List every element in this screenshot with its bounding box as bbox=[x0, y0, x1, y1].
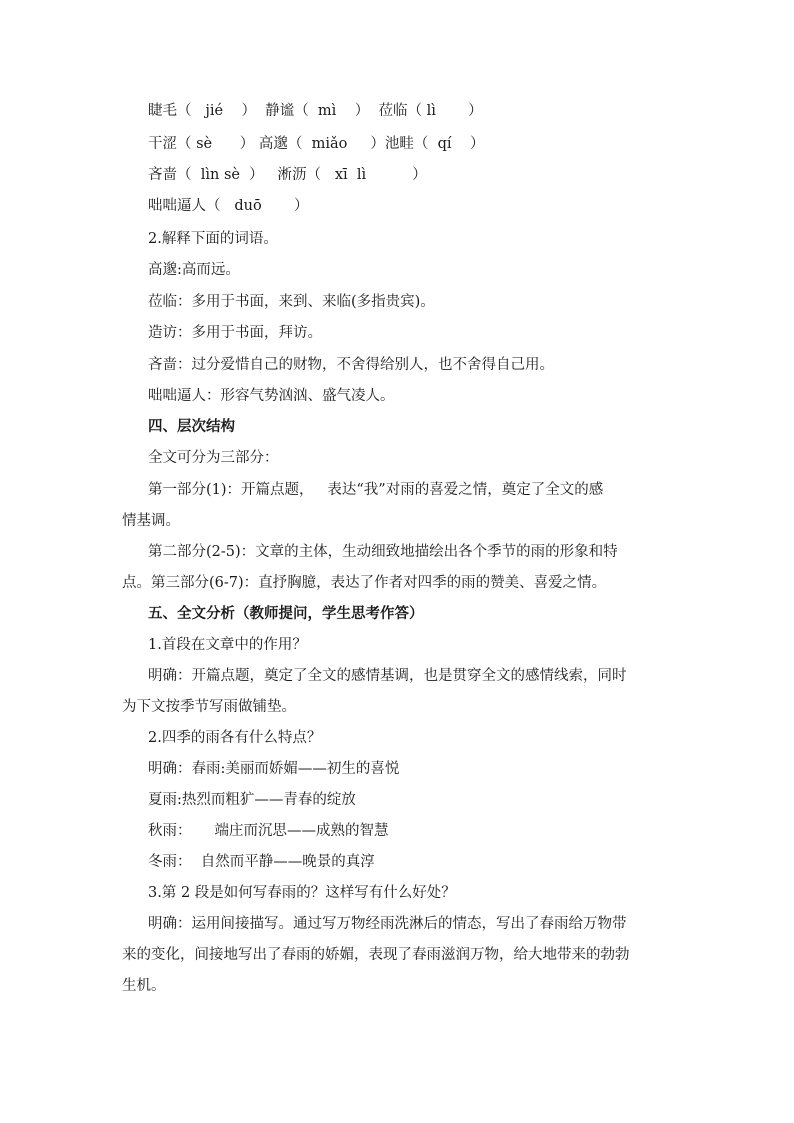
pinyin-text: 睫毛（ jié ） 静谧（ mì ） 莅临（ lì ） bbox=[148, 103, 483, 119]
pinyin-row-2 bbox=[148, 134, 485, 154]
answer-3-cont: 生机。 bbox=[122, 978, 166, 994]
answer-2-autumn: 秋雨： 端庄而沉思——成熟的智慧 bbox=[148, 823, 389, 839]
answer-3: 明确：运用间接描写。通过写万物经雨洗淋后的情态，写出了春雨给万物带 bbox=[148, 916, 627, 932]
answer-2-winter: 冬雨： 自然而平静——晚景的真淳 bbox=[148, 854, 375, 870]
part-2-3-text: 点。第三部分(6-7)：直抒胸臆，表达了作者对四季的雨的赞美、喜爱之情。 bbox=[122, 575, 607, 591]
part-1-text-cont: 情基调。 bbox=[122, 513, 180, 529]
section-2-title: 2.解释下面的词语。 bbox=[148, 231, 278, 247]
pinyin-row-4 bbox=[148, 196, 308, 216]
pinyin-text: 吝啬（ lìn sè ） 淅沥（ xī lì ） bbox=[148, 167, 427, 183]
section-5-heading: 五、全文分析（教师提问，学生思考作答） bbox=[148, 605, 424, 622]
answer-3-cont: 来的变化，间接地写出了春雨的娇媚，表现了春雨滋润万物，给大地带来的勃勃 bbox=[122, 947, 630, 963]
structure-intro: 全文可分为三部分： bbox=[148, 450, 279, 466]
section-4-heading: 四、层次结构 bbox=[148, 418, 235, 435]
part-2-text: 第二部分(2-5)：文章的主体，生动细致地描绘出各个季节的雨的形象和特 bbox=[148, 544, 618, 560]
question-1: 1.首段在文章中的作用？ bbox=[148, 637, 307, 653]
definition-item: 吝啬：过分爱惜自己的财物，不舍得给别人，也不舍得自己用。 bbox=[148, 357, 554, 373]
answer-1-cont: 为下文按季节写雨做铺垫。 bbox=[122, 699, 296, 715]
definition-item: 高邈:高而远。 bbox=[148, 262, 240, 278]
pinyin-row-1 bbox=[148, 101, 483, 121]
definition-item: 莅临：多用于书面，来到、来临(多指贵宾)。 bbox=[148, 294, 435, 310]
answer-1: 明确：开篇点题，奠定了全文的感情基调，也是贯穿全文的感情线索，同时 bbox=[148, 668, 627, 684]
answer-2-summer: 夏雨:热烈而粗犷——青春的绽放 bbox=[148, 792, 356, 808]
question-2: 2.四季的雨各有什么特点？ bbox=[148, 730, 322, 746]
part-1-text: 第一部分(1)：开篇点题， 表达“我”对雨的喜爱之情，奠定了全文的感 bbox=[148, 482, 604, 498]
definition-item: 造访：多用于书面，拜访。 bbox=[148, 325, 322, 341]
question-3: 3.第 2 段是如何写春雨的？这样写有什么好处？ bbox=[148, 885, 456, 901]
pinyin-text: 咄咄逼人（ duō ） bbox=[148, 198, 309, 214]
pinyin-row-3 bbox=[148, 165, 427, 185]
answer-2-spring: 明确：春雨:美丽而娇媚——初生的喜悦 bbox=[148, 761, 400, 777]
definition-item: 咄咄逼人：形容气势汹汹、盛气凌人。 bbox=[148, 388, 395, 404]
pinyin-text: 干涩（ sè ） 高邈（ miǎo ）池畦（ qí ） bbox=[148, 136, 485, 152]
